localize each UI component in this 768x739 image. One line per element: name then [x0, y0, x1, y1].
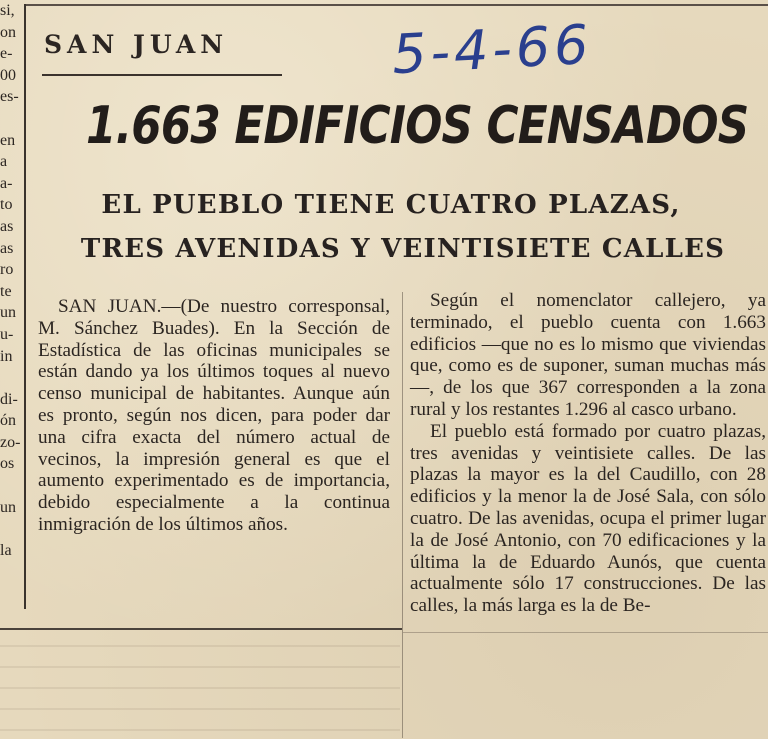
- section-underline: [42, 74, 282, 76]
- margin-fragment: [0, 367, 22, 389]
- margin-fragment: to: [0, 196, 13, 214]
- subheadline-line-2: TRES AVENIDAS Y VEINTISIETE CALLES: [80, 234, 726, 264]
- margin-fragment: zo-: [0, 433, 21, 451]
- margin-fragment: un: [0, 304, 16, 322]
- article-column-right: [410, 290, 766, 617]
- headline: 1.663 EDIFICIOS CENSADOS: [86, 96, 749, 156]
- margin-fragment: e-: [0, 45, 13, 63]
- margin-fragment: as: [0, 239, 14, 257]
- margin-fragment: es-: [0, 88, 19, 106]
- handwritten-date: 5-4-66: [390, 12, 594, 87]
- column-separator: [402, 292, 403, 738]
- article-paragraph-1: Según el nomenclator callejero, ya terminado, el pueblo cuenta con 1.663 edificios —que no es lo mismo que viviendas que, como es de suponer, suman muchas más—, de los que 367 corresponden a la zona rural y los restantes 1.296 al casco urbano.: [410, 290, 766, 420]
- margin-fragment: si,: [0, 2, 15, 19]
- margin-fragment: a-: [0, 174, 13, 192]
- bleed-through-text: [0, 645, 400, 739]
- margin-fragment: te: [0, 282, 12, 300]
- margin-fragment: u-: [0, 325, 14, 343]
- margin-fragment: la: [0, 541, 12, 559]
- margin-fragment: [0, 475, 22, 497]
- adjacent-column-fragment: [0, 0, 22, 610]
- bottom-border-faint: [403, 632, 768, 633]
- article-column-left: [38, 296, 390, 536]
- section-title: SAN JUAN: [44, 30, 229, 59]
- margin-fragment: a: [0, 153, 8, 171]
- margin-fragment: un: [0, 498, 16, 516]
- margin-fragment: ón: [0, 412, 16, 430]
- article-paragraph-2: El pueblo está formado por cuatro plazas, tres avenidas y veintisiete calles. De las plazas la mayor es la del Caudillo, con 28 edificios y la menor la de José Sala, con sólo cuatro. De las avenidas, ocupa el primer lugar la de José Antonio, con 70 edificaciones y la última la de Eduardo Aunós, que cuenta actualmente sólo 17 construcciones. De las calles, la más larga es la de Be-: [410, 420, 766, 617]
- margin-fragment: ro: [0, 261, 14, 279]
- column-divider: [24, 4, 26, 609]
- margin-fragment: [0, 518, 22, 540]
- margin-fragment: in: [0, 347, 13, 365]
- top-border: [26, 4, 768, 6]
- article-paragraph: SAN JUAN.—(De nuestro corresponsal, M. Sánchez Buades). En la Sección de Estadística de las oficinas municipales se están dando ya los últimos toques al nuevo censo municipal de habitantes. Aunque aún es pronto, según nos dicen, para poder dar una cifra exacta del número actual de vecinos, la impresión general es que el aumento experimentado es de importancia, debido especialmente a la continua inmigración de los últimos años.: [38, 296, 390, 535]
- margin-fragment: as: [0, 217, 14, 235]
- margin-fragment: 00: [0, 66, 16, 84]
- margin-fragment: di-: [0, 390, 18, 408]
- bottom-border: [0, 628, 402, 630]
- margin-fragment: [0, 108, 22, 130]
- margin-fragment: en: [0, 131, 16, 149]
- margin-fragment: os: [0, 455, 15, 473]
- subheadline-line-1: EL PUEBLO TIENE CUATRO PLAZAS,: [101, 190, 681, 220]
- margin-fragment: on: [0, 23, 16, 41]
